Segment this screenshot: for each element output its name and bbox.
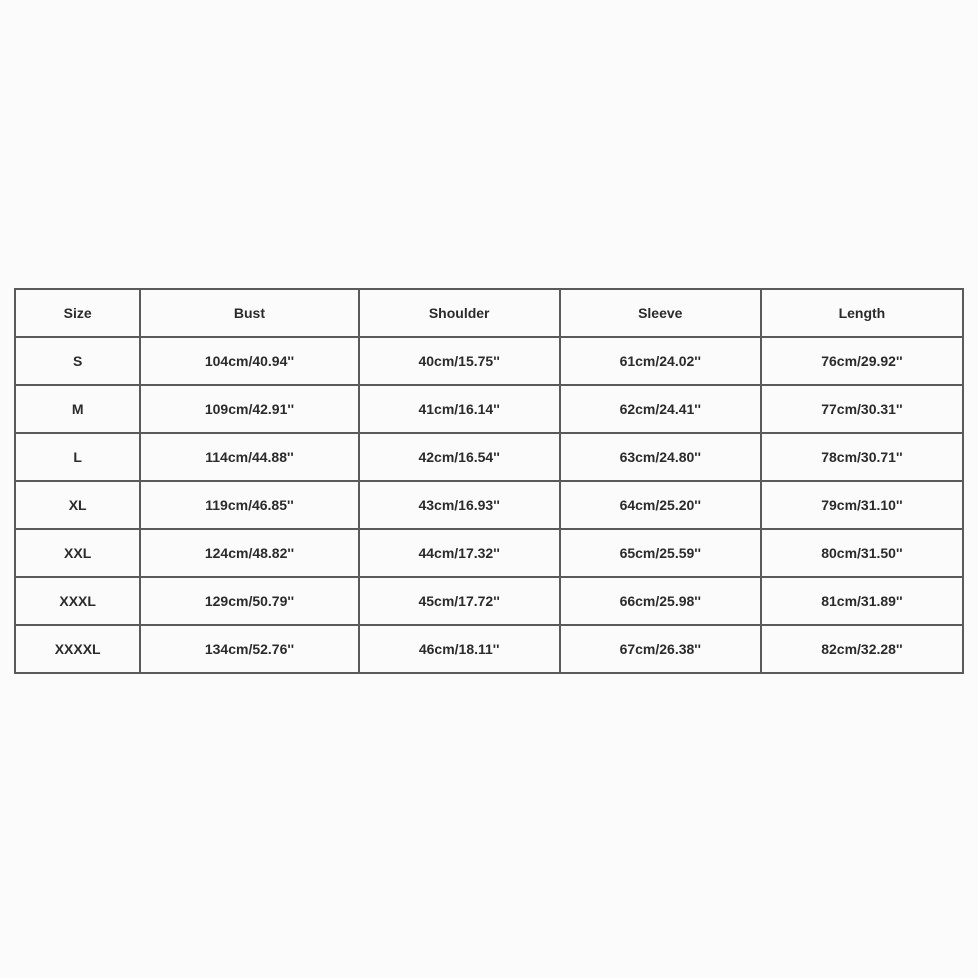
bust-cell: 119cm/46.85'' bbox=[140, 481, 358, 529]
size-chart-table bbox=[14, 288, 964, 674]
bust-cell: 104cm/40.94'' bbox=[140, 337, 358, 385]
header-sleeve: Sleeve bbox=[560, 289, 761, 337]
shoulder-cell: 40cm/15.75'' bbox=[359, 337, 560, 385]
table-row bbox=[15, 433, 963, 481]
size-cell: M bbox=[15, 385, 140, 433]
length-cell: 82cm/32.28'' bbox=[761, 625, 963, 673]
length-cell: 80cm/31.50'' bbox=[761, 529, 963, 577]
header-row bbox=[15, 289, 963, 337]
sleeve-cell: 61cm/24.02'' bbox=[560, 337, 761, 385]
bust-cell: 124cm/48.82'' bbox=[140, 529, 358, 577]
size-cell: XXXL bbox=[15, 577, 140, 625]
size-cell: S bbox=[15, 337, 140, 385]
sleeve-cell: 65cm/25.59'' bbox=[560, 529, 761, 577]
size-cell: XXL bbox=[15, 529, 140, 577]
sleeve-cell: 64cm/25.20'' bbox=[560, 481, 761, 529]
table-row bbox=[15, 481, 963, 529]
table-row bbox=[15, 385, 963, 433]
shoulder-cell: 45cm/17.72'' bbox=[359, 577, 560, 625]
sleeve-cell: 63cm/24.80'' bbox=[560, 433, 761, 481]
size-cell: XXXXL bbox=[15, 625, 140, 673]
length-cell: 79cm/31.10'' bbox=[761, 481, 963, 529]
sleeve-cell: 62cm/24.41'' bbox=[560, 385, 761, 433]
shoulder-cell: 43cm/16.93'' bbox=[359, 481, 560, 529]
header-size: Size bbox=[15, 289, 140, 337]
shoulder-cell: 46cm/18.11'' bbox=[359, 625, 560, 673]
size-cell: L bbox=[15, 433, 140, 481]
sleeve-cell: 67cm/26.38'' bbox=[560, 625, 761, 673]
size-cell: XL bbox=[15, 481, 140, 529]
length-cell: 77cm/30.31'' bbox=[761, 385, 963, 433]
header-bust: Bust bbox=[140, 289, 358, 337]
table-row bbox=[15, 625, 963, 673]
sleeve-cell: 66cm/25.98'' bbox=[560, 577, 761, 625]
shoulder-cell: 42cm/16.54'' bbox=[359, 433, 560, 481]
table-row bbox=[15, 529, 963, 577]
length-cell: 78cm/30.71'' bbox=[761, 433, 963, 481]
length-cell: 81cm/31.89'' bbox=[761, 577, 963, 625]
table-row bbox=[15, 337, 963, 385]
bust-cell: 129cm/50.79'' bbox=[140, 577, 358, 625]
bust-cell: 134cm/52.76'' bbox=[140, 625, 358, 673]
shoulder-cell: 44cm/17.32'' bbox=[359, 529, 560, 577]
table-row bbox=[15, 577, 963, 625]
header-length: Length bbox=[761, 289, 963, 337]
header-shoulder: Shoulder bbox=[359, 289, 560, 337]
bust-cell: 114cm/44.88'' bbox=[140, 433, 358, 481]
bust-cell: 109cm/42.91'' bbox=[140, 385, 358, 433]
length-cell: 76cm/29.92'' bbox=[761, 337, 963, 385]
shoulder-cell: 41cm/16.14'' bbox=[359, 385, 560, 433]
